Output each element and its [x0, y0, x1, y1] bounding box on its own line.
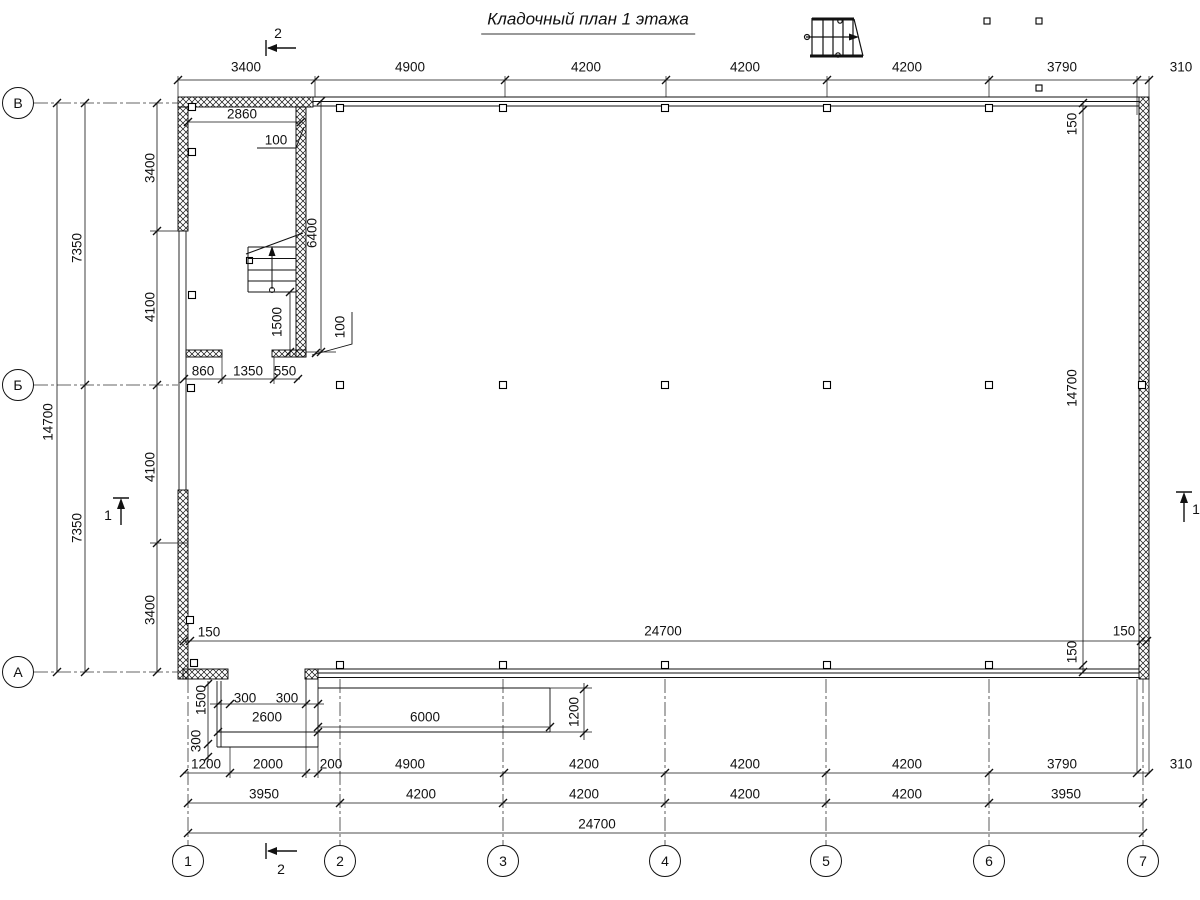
row-axis-V: В	[2, 87, 34, 119]
dim-left-3400b: 3400	[142, 594, 158, 626]
dim-left-14700: 14700	[40, 403, 56, 441]
dim-right-150-top: 150	[1064, 112, 1080, 136]
dim-row1-310: 310	[1169, 756, 1193, 772]
dim-top-4200a: 4200	[570, 59, 602, 75]
dim-left-4100a: 4100	[142, 291, 158, 323]
dim-stair-2860: 2860	[226, 106, 258, 122]
section-label-1-right: 1	[1192, 501, 1200, 517]
section-label-2-bottom: 2	[277, 861, 285, 877]
section-label-1-left: 1	[104, 507, 112, 523]
dim-row1-2000: 2000	[252, 756, 284, 772]
dim-stair-6400: 6400	[304, 217, 320, 249]
dim-row2-4200d: 4200	[891, 786, 923, 802]
frame-walls	[179, 97, 1139, 678]
dim-top-4200c: 4200	[891, 59, 923, 75]
staircase	[246, 233, 303, 293]
dim-inner-24700: 24700	[644, 623, 682, 639]
dim-porch-300-left: 300	[233, 690, 257, 706]
dim-offset-100-top: 100	[264, 132, 288, 148]
dim-row1-4200a: 4200	[568, 756, 600, 772]
dim-row1-1200: 1200	[190, 756, 222, 772]
dim-porch-2600: 2600	[251, 709, 283, 725]
dim-top-4900: 4900	[394, 59, 426, 75]
dimension-ticks	[53, 76, 1153, 837]
dim-porch-1500: 1500	[193, 684, 209, 716]
col-axis-7: 7	[1127, 845, 1159, 877]
col-axis-4: 4	[649, 845, 681, 877]
dim-stair-1500: 1500	[269, 306, 285, 338]
col-axis-6: 6	[973, 845, 1005, 877]
dim-row1-3790: 3790	[1046, 756, 1078, 772]
dim-row2-4200b: 4200	[568, 786, 600, 802]
dim-row2-3950a: 3950	[248, 786, 280, 802]
drawing-title: Кладочный план 1 этажа	[481, 10, 695, 35]
dim-row3-24700: 24700	[578, 816, 616, 832]
dim-top-3400: 3400	[230, 59, 262, 75]
col-axis-3: 3	[487, 845, 519, 877]
dim-row2-4200c: 4200	[729, 786, 761, 802]
dim-lobby-860: 860	[191, 363, 215, 379]
dim-row1-4200c: 4200	[891, 756, 923, 772]
dim-top-3790: 3790	[1046, 59, 1078, 75]
row-axis-A: А	[2, 656, 34, 688]
dim-porch-300-offset: 300	[188, 729, 204, 753]
dim-left-3400a: 3400	[142, 152, 158, 184]
dim-left-4100b: 4100	[142, 451, 158, 483]
stair-symbol	[805, 18, 864, 57]
dim-row1-4900: 4900	[394, 756, 426, 772]
col-axis-2: 2	[324, 845, 356, 877]
dim-ramp-1200: 1200	[566, 696, 582, 728]
dim-inner-150-left: 150	[197, 624, 221, 640]
dim-lobby-550: 550	[273, 363, 297, 379]
dim-right-150-bottom: 150	[1064, 640, 1080, 664]
col-axis-1: 1	[172, 845, 204, 877]
column-markers	[187, 18, 1146, 669]
dim-ramp-6000: 6000	[409, 709, 441, 725]
dim-inner-150-right: 150	[1112, 623, 1136, 639]
section-markers	[113, 40, 1192, 859]
dim-row2-3950b: 3950	[1050, 786, 1082, 802]
dim-left-7350-top: 7350	[69, 232, 85, 264]
dim-row1-4200b: 4200	[729, 756, 761, 772]
section-label-2-top: 2	[274, 25, 282, 41]
dim-top-4200b: 4200	[729, 59, 761, 75]
dim-offset-100-bottom: 100	[332, 315, 348, 339]
dim-porch-300-right: 300	[275, 690, 299, 706]
dim-row1-200: 200	[319, 756, 343, 772]
col-axis-5: 5	[810, 845, 842, 877]
dim-lobby-1350: 1350	[232, 363, 264, 379]
dim-left-7350-bottom: 7350	[69, 512, 85, 544]
dim-right-14700: 14700	[1064, 369, 1080, 407]
dim-top-310: 310	[1169, 59, 1193, 75]
dim-row2-4200a: 4200	[405, 786, 437, 802]
row-axis-B: Б	[2, 369, 34, 401]
